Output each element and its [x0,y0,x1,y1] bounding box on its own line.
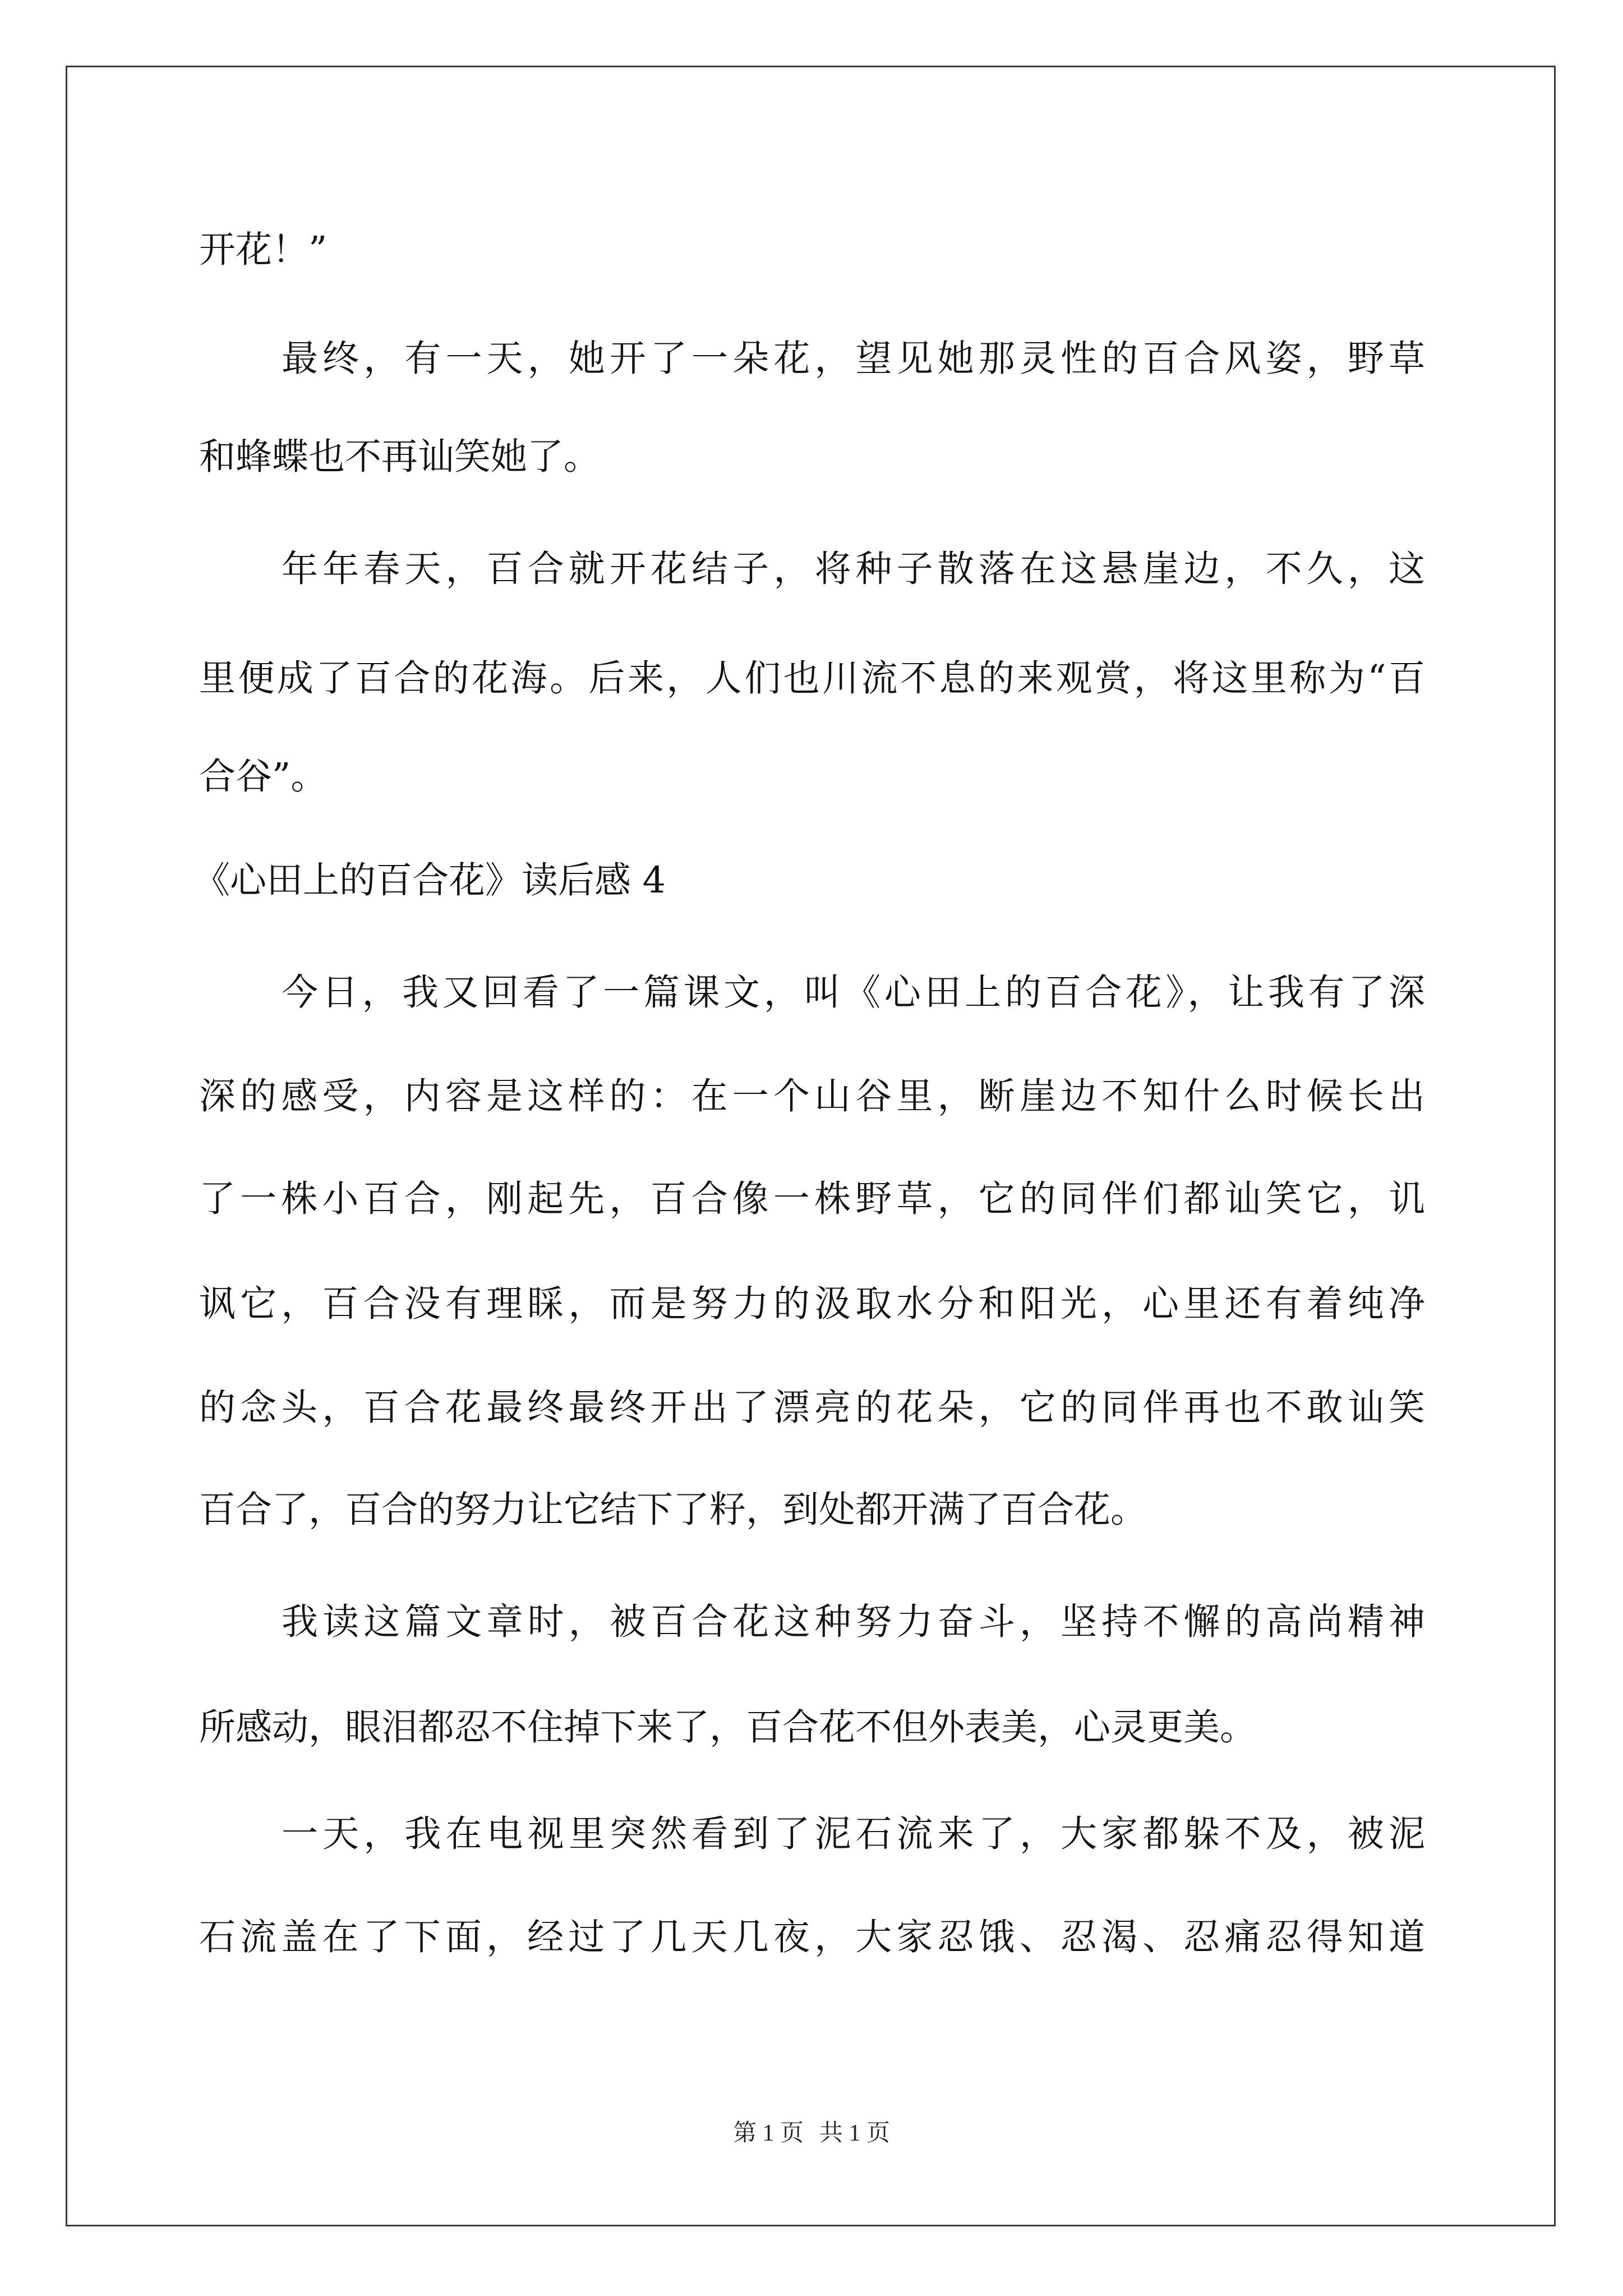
text-line: 今日，我又回看了一篇课文，叫《心田上的百合花》，让我有了深 [282,972,1425,1014]
text-line: 年年春天，百合就开花结子，将种子散落在这悬崖边，不久，这 [282,548,1425,590]
text-line: 了一株小百合，刚起先，百合像一株野草，它的同伴们都讪笑它，讥 [199,1178,1425,1220]
page-footer [0,2119,1623,2147]
text-line: 里便成了百合的花海。后来，人们也川流不息的来观赏，将这里称为“百 [199,657,1425,700]
text-line: 开花！” [199,229,328,271]
text-line: 讽它，百合没有理睬，而是努力的汲取水分和阳光，心里还有着纯净 [199,1283,1425,1325]
text-line: 百合了，百合的努力让它结下了籽，到处都开满了百合花。 [199,1489,1147,1531]
text-line: 的念头，百合花最终最终开出了漂亮的花朵，它的同伴再也不敢讪笑 [199,1387,1425,1429]
text-line: 所感动，眼泪都忍不住掉下来了，百合花不但外表美，心灵更美。 [199,1706,1257,1749]
page-total: 共 1 页 [819,2120,891,2146]
page-border [66,66,1556,2226]
page-number: 第 1 页 [732,2120,804,2146]
text-line: 我读这篇文章时，被百合花这种努力奋斗，坚持不懈的高尚精神 [282,1601,1425,1643]
section-heading: 《心田上的百合花》读后感 4 [193,859,666,901]
text-line: 最终，有一天，她开了一朵花，望见她那灵性的百合风姿，野草 [282,338,1425,380]
text-line: 石流盖在了下面，经过了几天几夜，大家忍饿、忍渴、忍痛忍得知道 [199,1916,1425,1958]
text-line: 合谷”。 [199,756,328,798]
text-line: 深的感受，内容是这样的：在一个山谷里，断崖边不知什么时候长出 [199,1075,1425,1117]
text-line: 一天，我在电视里突然看到了泥石流来了，大家都躲不及，被泥 [282,1813,1425,1855]
text-line: 和蜂蝶也不再讪笑她了。 [199,436,601,478]
